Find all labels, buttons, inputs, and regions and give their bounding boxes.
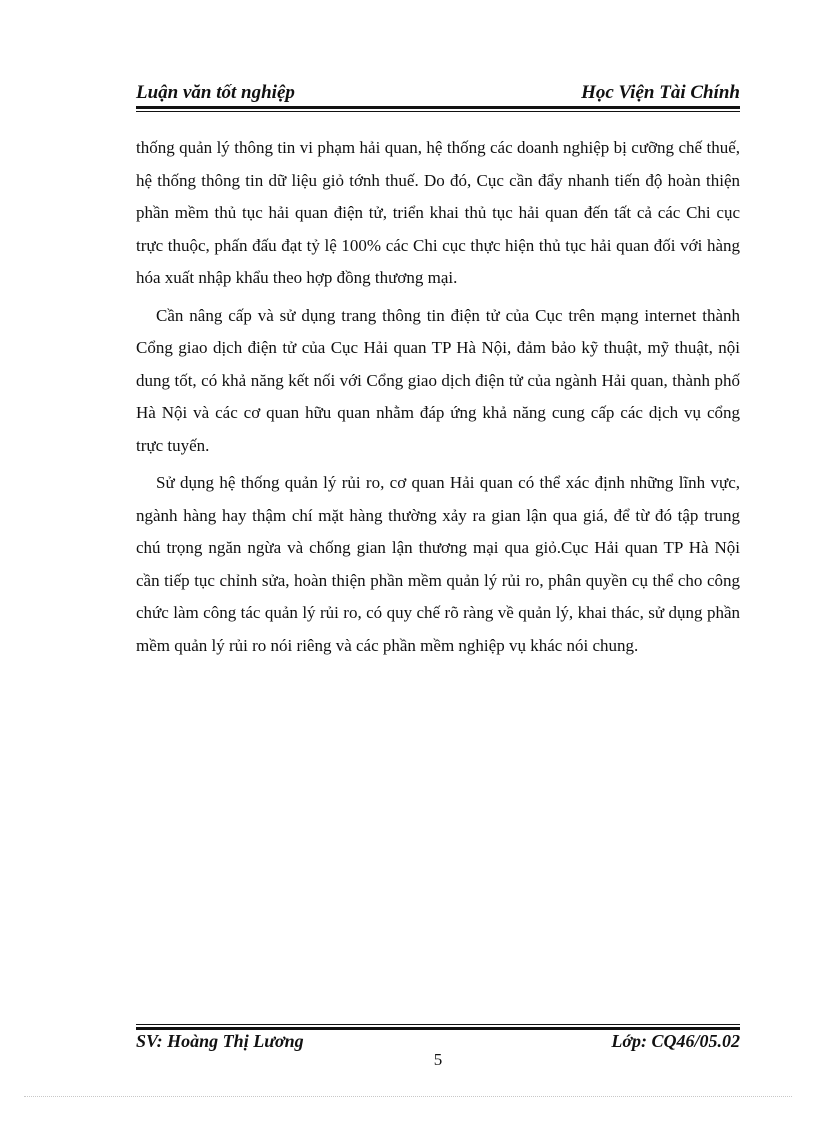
header-rule-thin bbox=[136, 111, 740, 112]
paragraph-continuation: thống quản lý thông tin vi phạm hải quan, hệ thống các doanh nghiệp bị cưỡng chế thuế, hệ thống thông tin dữ liệu giỏ tớnh thuế. Do đó, Cục cần đẩy nhanh tiến độ hoàn thiện phần mềm thủ tục hải quan điện tử, triển khai thủ tục hải quan đến tất cả các Chi cục trực thuộc, phấn đấu đạt tỷ lệ 100% các Chi cục thực hiện thủ tục hải quan đối với hàng hóa xuất nhập khẩu theo hợp đồng thương mại. bbox=[136, 138, 740, 287]
page-number: 5 bbox=[433, 1050, 443, 1069]
page-header bbox=[136, 80, 740, 106]
header-thesis-title: Luận văn tốt nghiệp bbox=[136, 82, 295, 103]
page-bottom-dotted-line bbox=[24, 1096, 792, 1097]
footer-rule-thick bbox=[136, 1027, 740, 1030]
paragraph-portal: Cần nâng cấp và sử dụng trang thông tin điện tử của Cục trên mạng internet thành Cổng giao dịch điện tử của Cục Hải quan TP Hà Nội, đảm bảo kỹ thuật, mỹ thuật, nội dung tốt, có khả năng kết nối với Cổng giao dịch điện tử của ngành Hải quan, thành phố Hà Nội và các cơ quan hữu quan nhằm đáp ứng khả năng cung cấp các dịch vụ cổng trực tuyến. bbox=[136, 305, 740, 455]
body-text bbox=[136, 132, 740, 667]
header-rule-thick bbox=[136, 106, 740, 109]
footer-class-code: Lớp: CQ46/05.02 bbox=[611, 1031, 740, 1051]
footer-student-name: SV: Hoàng Thị Lương bbox=[136, 1031, 304, 1051]
footer-rule-thin bbox=[136, 1024, 740, 1025]
header-institution: Học Viện Tài Chính bbox=[581, 82, 740, 103]
paragraph-risk-management: Sử dụng hệ thống quản lý rủi ro, cơ quan Hải quan có thể xác định những lĩnh vực, ngành hàng hay thậm chí mặt hàng thường xảy ra gian lận qua giá, để từ đó tập trung chú trọng ngăn ngừa và chống gian lận thương mại qua giỏ.Cục Hải quan TP Hà Nội cần tiếp tục chỉnh sửa, hoàn thiện phần mềm quản lý rủi ro, phân quyền cụ thể cho công chức làm công tác quản lý rủi ro, có quy chế rõ ràng về quản lý, khai thác, sử dụng phần mềm quản lý rủi ro nói riêng và các phần mềm nghiệp vụ khác nói chung. bbox=[136, 473, 740, 655]
